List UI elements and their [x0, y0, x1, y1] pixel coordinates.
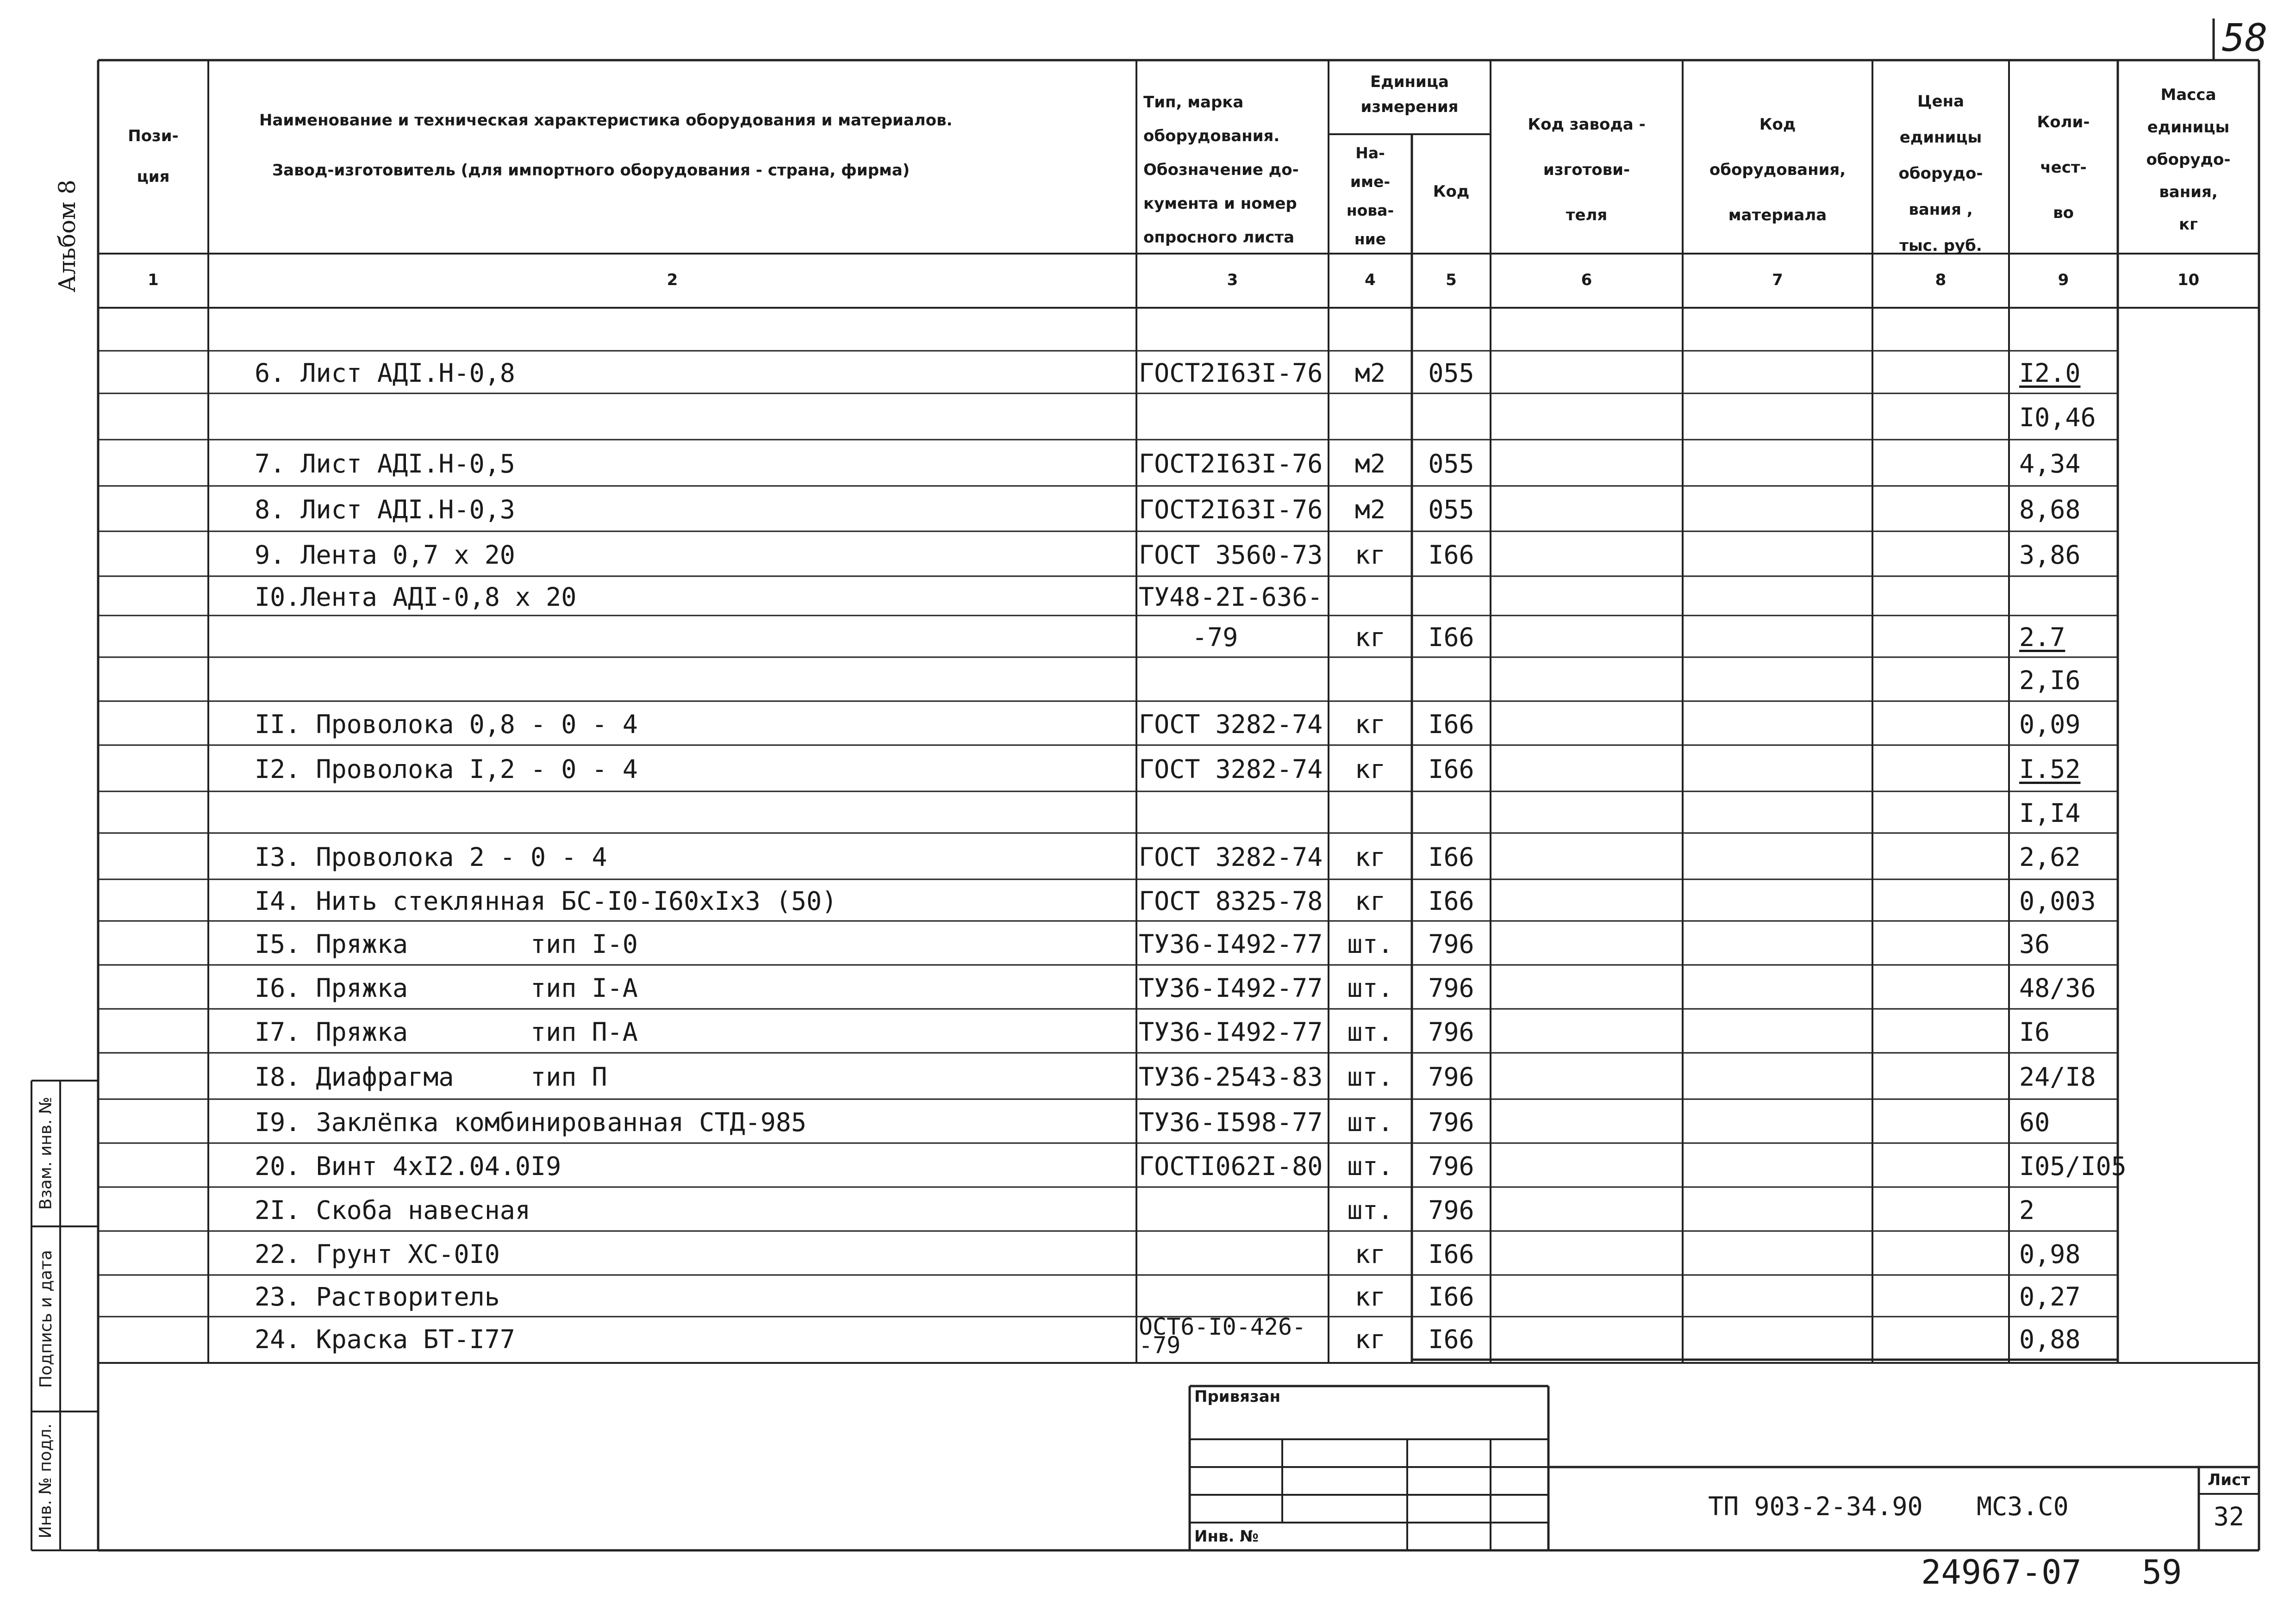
- row-unit: кг: [1354, 886, 1386, 916]
- column-number: 4: [1365, 271, 1376, 289]
- row-code: 796: [1428, 1195, 1474, 1225]
- row-name: I9. Заклёпка комбинированная СТД-985: [255, 1107, 807, 1137]
- row-unit: шт.: [1347, 1151, 1393, 1181]
- row-code: I66: [1428, 1324, 1474, 1354]
- row-code: 796: [1428, 973, 1474, 1003]
- header-quantity: Коли- чест- во: [2037, 113, 2090, 222]
- row-code: 796: [1428, 1151, 1474, 1181]
- stamp-document-code: ТП 903-2-34.90: [1708, 1492, 1923, 1521]
- row-name: I6. Пряжка тип I-А: [255, 973, 638, 1003]
- header-equipment-code: Код оборудования, материала: [1709, 115, 1846, 224]
- row-document: ТУ48-2I-636-: [1139, 582, 1323, 612]
- header-unit-name: На- име- нова- ние: [1346, 144, 1394, 248]
- row-name: 6. Лист АДI.Н-0,8: [255, 358, 515, 388]
- row-name: 7. Лист АДI.Н-0,5: [255, 449, 515, 479]
- row-document: ГОСТ 3282-74: [1139, 842, 1323, 872]
- row-code: I66: [1428, 886, 1474, 916]
- column-number: 7: [1772, 271, 1783, 289]
- row-quantity: 24/I8: [2019, 1062, 2096, 1092]
- row-quantity: 0,27: [2019, 1282, 2081, 1312]
- header-name-line2: Завод-изготовитель (для импортного оборудования - страна, фирма): [272, 161, 910, 180]
- row-quantity: 48/36: [2019, 973, 2096, 1003]
- row-document: ТУ36-I492-77: [1139, 973, 1323, 1003]
- row-code: I66: [1428, 1282, 1474, 1312]
- row-unit: кг: [1354, 1324, 1386, 1354]
- header-type: Тип, марка оборудования. Обозначение до- кумента и номер опросного листа: [1143, 93, 1299, 247]
- column-number: 5: [1446, 271, 1457, 289]
- row-code: I66: [1428, 1239, 1474, 1269]
- row-code: 796: [1428, 1017, 1474, 1047]
- row-unit: кг: [1354, 709, 1386, 739]
- stamp-inv-no: Инв. №: [1194, 1527, 1259, 1546]
- header-factory-code: Код завода - изготови- теля: [1528, 115, 1646, 224]
- column-number: 10: [2177, 271, 2200, 289]
- row-unit: шт.: [1347, 1107, 1393, 1137]
- column-number: 1: [148, 271, 159, 289]
- column-number: 9: [2058, 271, 2069, 289]
- row-unit: шт.: [1347, 1195, 1393, 1225]
- row-document: ГОСТ2I63I-76: [1139, 495, 1323, 524]
- stamp-privyazan: Привязан: [1194, 1387, 1281, 1406]
- row-name: II. Проволока 0,8 - 0 - 4: [255, 709, 638, 739]
- row-document: ГОСТ 8325-78: [1139, 886, 1323, 916]
- column-number: 3: [1227, 271, 1238, 289]
- row-name: I0.Лента АДI-0,8 х 20: [255, 582, 577, 612]
- row-name: I8. Диафрагма тип П: [255, 1062, 607, 1092]
- row-unit: м2: [1354, 495, 1386, 524]
- row-document: ГОСТ 3560-73: [1139, 540, 1323, 570]
- row-quantity: 8,68: [2019, 495, 2081, 524]
- row-unit: м2: [1354, 449, 1386, 479]
- row-quantity: 0,88: [2019, 1324, 2081, 1354]
- row-code: 796: [1428, 1107, 1474, 1137]
- side-stamp-inv-podl: Инв. № подл.: [36, 1423, 55, 1539]
- row-document: ТУ36-I492-77: [1139, 929, 1323, 959]
- row-quantity: 36: [2019, 929, 2050, 959]
- row-name: I7. Пряжка тип П-А: [255, 1017, 638, 1047]
- row-quantity: I0,46: [2019, 403, 2096, 432]
- row-code: 055: [1428, 358, 1474, 388]
- header-mass: Масса единицы оборудо- вания, кг: [2146, 86, 2231, 234]
- row-quantity: 2,62: [2019, 842, 2081, 872]
- row-name: I5. Пряжка тип I-0: [255, 929, 638, 959]
- row-name: 22. Грунт ХС-0I0: [255, 1239, 500, 1269]
- row-quantity: I,I4: [2019, 798, 2081, 828]
- header-name-line1: Наименование и техническая характеристика оборудования и материалов.: [259, 111, 953, 130]
- archive-number: 24967-07 59: [1921, 1553, 2182, 1592]
- row-code: I66: [1428, 540, 1474, 570]
- row-name: 20. Винт 4хI2.04.0I9: [255, 1151, 562, 1181]
- row-name: I3. Проволока 2 - 0 - 4: [255, 842, 607, 872]
- row-unit: кг: [1354, 754, 1386, 784]
- sheet-mark: 58: [2222, 16, 2268, 60]
- header-unit: Единица измерения: [1360, 73, 1459, 116]
- album-label: Альбом 8: [54, 180, 81, 292]
- row-unit: кг: [1354, 622, 1386, 652]
- header-price: Цена единицы оборудо- вания , тыс. руб.: [1898, 92, 1983, 255]
- row-document: ГОСТI062I-80: [1139, 1151, 1323, 1181]
- row-code: I66: [1428, 842, 1474, 872]
- row-unit: кг: [1354, 1239, 1386, 1269]
- row-unit: м2: [1354, 358, 1386, 388]
- row-name: 9. Лента 0,7 х 20: [255, 540, 515, 570]
- row-document: ГОСТ 3282-74: [1139, 709, 1323, 739]
- row-name: 24. Краска БТ-I77: [255, 1324, 515, 1354]
- row-document: ТУ36-I492-77: [1139, 1017, 1323, 1047]
- row-unit: шт.: [1347, 929, 1393, 959]
- row-unit: шт.: [1347, 1062, 1393, 1092]
- row-document: ОСТ6-I0-426- -79: [1139, 1313, 1306, 1359]
- row-document: -79: [1192, 622, 1238, 652]
- row-document: ГОСТ2I63I-76: [1139, 358, 1323, 388]
- row-document: ТУ36-I598-77: [1139, 1107, 1323, 1137]
- row-name: I2. Проволока I,2 - 0 - 4: [255, 754, 638, 784]
- row-quantity: 2: [2019, 1195, 2035, 1225]
- header-position: Пози- ция: [128, 127, 179, 186]
- row-code: I66: [1428, 622, 1474, 652]
- row-name: 2I. Скоба навесная: [255, 1195, 531, 1225]
- row-quantity: 2,I6: [2019, 665, 2081, 695]
- row-unit: шт.: [1347, 1017, 1393, 1047]
- stamp-mark: МСЗ.С0: [1977, 1492, 2069, 1521]
- row-unit: кг: [1354, 842, 1386, 872]
- row-unit: шт.: [1347, 973, 1393, 1003]
- row-code: 796: [1428, 929, 1474, 959]
- row-quantity: I6: [2019, 1017, 2050, 1047]
- row-code: 055: [1428, 449, 1474, 479]
- row-quantity: 2.7: [2019, 622, 2065, 652]
- column-number: 6: [1581, 271, 1592, 289]
- header-unit-code: Код: [1433, 182, 1470, 201]
- row-name: 23. Растворитель: [255, 1282, 500, 1312]
- row-quantity: 3,86: [2019, 540, 2081, 570]
- stamp-sheet-label: Лист: [2208, 1471, 2250, 1489]
- row-quantity: 0,98: [2019, 1239, 2081, 1269]
- row-code: I66: [1428, 709, 1474, 739]
- row-quantity: I2.0: [2019, 358, 2081, 388]
- row-unit: кг: [1354, 540, 1386, 570]
- side-stamp-vzam: Взам. инв. №: [36, 1096, 56, 1210]
- row-quantity: I.52: [2019, 754, 2081, 784]
- row-code: I66: [1428, 754, 1474, 784]
- row-code: 796: [1428, 1062, 1474, 1092]
- row-quantity: 0,09: [2019, 709, 2081, 739]
- row-document: ТУ36-2543-83: [1139, 1062, 1323, 1092]
- row-quantity: 60: [2019, 1107, 2050, 1137]
- row-document: ГОСТ2I63I-76: [1139, 449, 1323, 479]
- row-quantity: 4,34: [2019, 449, 2081, 479]
- row-name: 8. Лист АДI.Н-0,3: [255, 495, 515, 524]
- row-unit: кг: [1354, 1282, 1386, 1312]
- row-document: ГОСТ 3282-74: [1139, 754, 1323, 784]
- row-name: I4. Нить стеклянная БС-I0-I60хIх3 (50): [255, 886, 837, 916]
- column-number: 2: [667, 271, 678, 289]
- side-stamp-podpis: Подпись и дата: [37, 1250, 56, 1388]
- stamp-sheet-number: 32: [2213, 1502, 2245, 1531]
- row-quantity: I05/I05: [2019, 1151, 2127, 1181]
- row-code: 055: [1428, 495, 1474, 524]
- column-number: 8: [1935, 271, 1947, 289]
- row-quantity: 0,003: [2019, 886, 2096, 916]
